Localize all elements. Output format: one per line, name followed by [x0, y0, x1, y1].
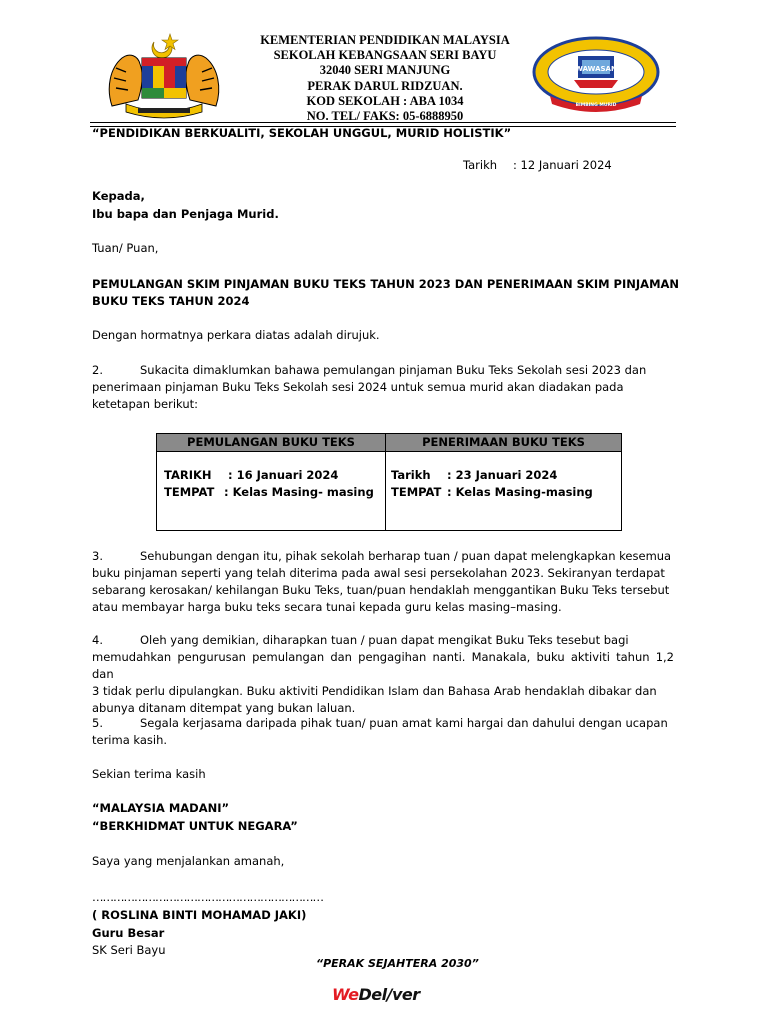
header-phone: NO. TEL/ FAKS: 05-6888950: [306, 109, 464, 124]
letter-date: [463, 158, 612, 172]
malaysia-coat-of-arms-logo: [104, 28, 224, 120]
logo-wawasan-text: WAWASAN: [575, 65, 617, 73]
brand-we: We: [332, 985, 359, 1004]
school-wawasan-logo: [532, 36, 660, 112]
cell-date-value: : 16 Januari 2024: [228, 468, 339, 482]
paragraph-5: [92, 715, 674, 749]
school-motto: “PENDIDIKAN BERKUALITI, SEKOLAH UNGGUL, MURID HOLISTIK”: [92, 126, 512, 140]
footer-motto: “PERAK SEJAHTERA 2030”: [316, 957, 479, 970]
slogan-malaysia-madani: “MALAYSIA MADANI”: [92, 801, 230, 815]
paragraph-line: sebarang kerosakan/ kehilangan Buku Teks, tuan/puan hendaklah menggantikan Buku Teks tersebut: [92, 583, 670, 597]
closing-thanks: Sekian terima kasih: [92, 767, 206, 781]
signatory-title: Guru Besar: [92, 926, 165, 940]
salutation: Tuan/ Puan,: [92, 241, 159, 255]
schedule-table: [156, 433, 622, 531]
header-school-name: SEKOLAH KEBANGSAAN SERI BAYU: [273, 48, 497, 63]
paragraph-number: 2.: [92, 363, 103, 377]
cell-place-value: : Kelas Masing-masing: [447, 485, 593, 499]
paragraph-line: Oleh yang demikian, diharapkan tuan / puan dapat mengikat Buku Teks tesebut bagi: [140, 633, 629, 647]
cell-date-value: : 23 Januari 2024: [447, 468, 558, 482]
header-ministry: KEMENTERIAN PENDIDIKAN MALAYSIA: [260, 33, 510, 47]
signature-dots: …………………………………………………………: [92, 890, 323, 904]
cell-place-label: TEMPAT: [164, 485, 215, 499]
header-school-code: KOD SEKOLAH : ABA 1034: [306, 93, 464, 108]
paragraph-line: Segala kerjasama daripada pihak tuan/ puan amat kami hargai dan dahului dengan ucapan: [140, 716, 668, 730]
trust-line: Saya yang menjalankan amanah,: [92, 854, 285, 868]
date-label: Tarikh: [463, 158, 498, 172]
paragraph-number: 4.: [92, 633, 103, 647]
recipient-name: Ibu bapa dan Penjaga Murid.: [92, 207, 279, 221]
opening-line: Dengan hormatnya perkara diatas adalah dirujuk.: [92, 328, 380, 342]
paragraph-line: atau membayar harga buku teks secara tunai kepada guru kelas masing–masing.: [92, 600, 562, 614]
paragraph-line: penerimaan pinjaman Buku Teks Sekolah sesi 2024 untuk semua murid akan diadakan pada: [92, 380, 624, 394]
table-cell-receive: [391, 467, 593, 501]
paragraph-line: abunya ditanam ditempat yang bukan laluan.: [92, 701, 356, 715]
subject-line-1: PEMULANGAN SKIM PINJAMAN BUKU TEKS TAHUN 2023 DAN PENERIMAAN SKIM PINJAMAN: [92, 277, 680, 291]
paragraph-2: [92, 362, 674, 413]
paragraph-line: Sukacita dimaklumkan bahawa pemulangan pinjaman Buku Teks Sekolah sesi 2023 dan: [140, 363, 647, 377]
table-cell-return: [164, 467, 374, 501]
table-header-receive: PENERIMAAN BUKU TEKS: [386, 434, 621, 452]
paragraph-line: buku pinjaman seperti yang telah diterima pada awal sesi persekolahan 2023. Sekiranyan terdapat: [92, 566, 665, 580]
header-state: PERAK DARUL RIDZUAN.: [307, 78, 463, 93]
school-header: [240, 33, 530, 124]
brand-deliver: Del/ver: [358, 985, 420, 1004]
paragraph-3: [92, 548, 674, 616]
paragraph-line: Sehubungan dengan itu, pihak sekolah berharap tuan / puan dapat melengkapkan kesemua: [140, 549, 672, 563]
header-divider: [90, 122, 676, 123]
paragraph-line: 3 tidak perlu dipulangkan. Buku aktiviti Pendidikan Islam dan Bahasa Arab hendaklah dibakar dan: [92, 684, 657, 698]
paragraph-line: terima kasih.: [92, 733, 168, 747]
subject-line-2: BUKU TEKS TAHUN 2024: [92, 294, 250, 308]
cell-place-label: TEMPAT: [391, 485, 442, 499]
date-value: : 12 Januari 2024: [513, 158, 612, 172]
table-column-divider: [385, 434, 386, 530]
slogan-berkhidmat: “BERKHIDMAT UNTUK NEGARA”: [92, 819, 298, 833]
header-postcode: 32040 SERI MANJUNG: [319, 63, 451, 78]
paragraph-line: ketetapan berikut:: [92, 397, 199, 411]
cell-place-value: : Kelas Masing- masing: [224, 485, 374, 499]
paragraph-number: 5.: [92, 716, 103, 730]
we-deliver-logo: [332, 985, 420, 1004]
logo-ribbon-text: BIMBING MURID: [575, 103, 617, 108]
signatory-school: SK Seri Bayu: [92, 943, 166, 957]
paragraph-4: [92, 632, 674, 717]
cell-date-label: TARIKH: [164, 468, 212, 482]
table-header-return: PEMULANGAN BUKU TEKS: [157, 434, 386, 452]
recipient-heading: Kepada,: [92, 189, 145, 203]
signatory-name: ( ROSLINA BINTI MOHAMAD JAKI): [92, 908, 307, 922]
cell-date-label: Tarikh: [391, 468, 431, 482]
paragraph-number: 3.: [92, 549, 103, 563]
paragraph-line: memudahkan pengurusan pemulangan dan pengagihan nanti. Manakala, buku aktiviti tahun 1,2 dan: [92, 650, 674, 681]
